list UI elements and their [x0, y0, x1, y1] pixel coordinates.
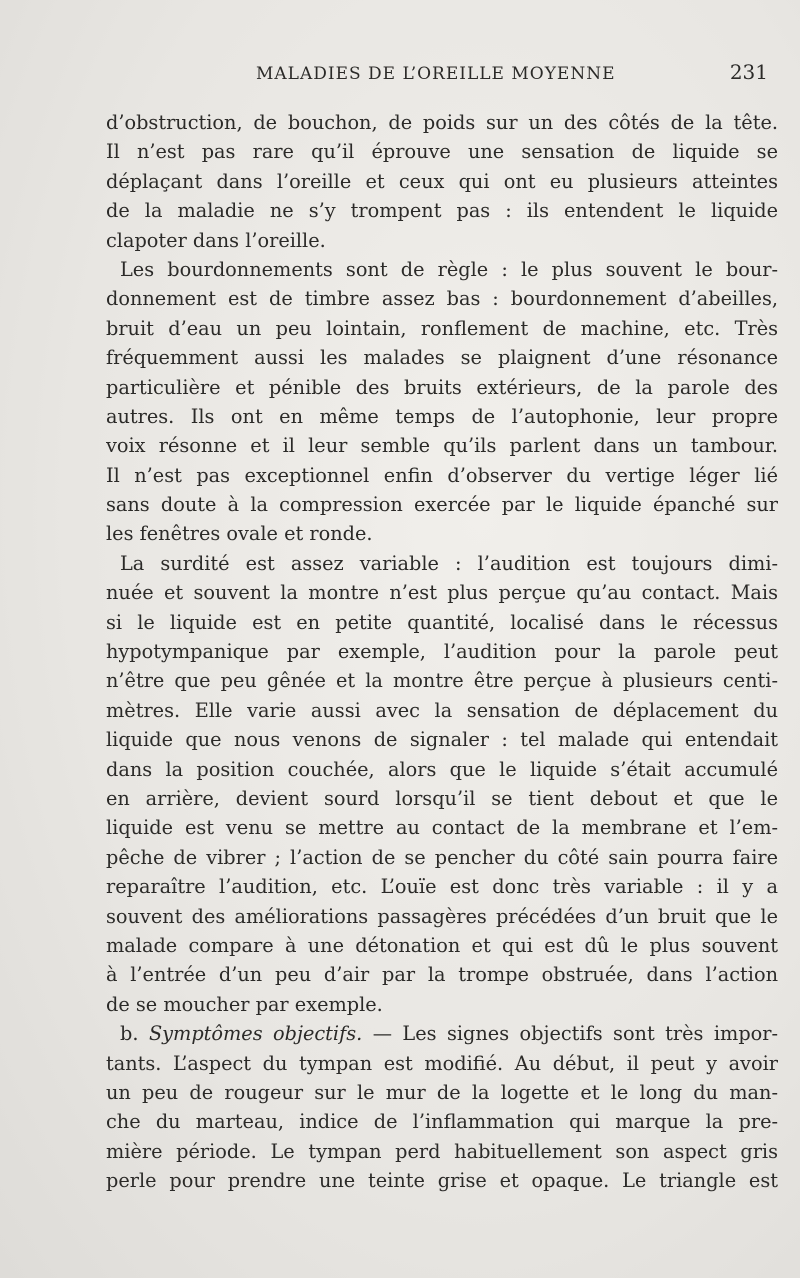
text-line: particulière et pénible des bruits extérieurs, de la parole des: [106, 375, 778, 399]
text-line: mière période. Le tympan perd habituellement son aspect gris: [106, 1139, 778, 1163]
text-line: fréquemment aussi les malades se plaignent d’une résonance: [106, 346, 778, 370]
text-line: liquide est venu se mettre au contact de la membrane et l’em-: [106, 816, 778, 840]
section-text: — Les signes objectifs sont très impor-: [362, 1022, 778, 1046]
text-line: voix résonne et il leur semble qu’ils parlent dans un tambour.: [106, 434, 778, 458]
text-line: à l’entrée d’un peu d’air par la trompe obstruée, dans l’action: [106, 963, 778, 987]
text-line: souvent des améliorations passagères précédées d’un bruit que le: [106, 904, 778, 928]
section-heading: Symptômes objectifs.: [148, 1022, 363, 1046]
text-line: reparaître l’audition, etc. L’ouïe est donc très variable : il y a: [106, 875, 778, 899]
text-line: nuée et souvent la montre n’est plus perçue qu’au contact. Mais: [106, 581, 778, 605]
text-line: liquide que nous venons de signaler : tel malade qui entendait: [106, 728, 778, 752]
text-line: malade compare à une détonation et qui est dû le plus souvent: [106, 933, 778, 957]
text-line: autres. Ils ont en même temps de l’autophonie, leur propre: [106, 404, 778, 428]
running-header: [108, 58, 768, 92]
body-text: [106, 108, 778, 1195]
section-b-line: [106, 1019, 778, 1048]
text-line: La surdité est assez variable : l’audition est toujours dimi-: [120, 551, 778, 575]
text-line: Les bourdonnements sont de règle : le plus souvent le bour-: [120, 257, 778, 281]
text-line: un peu de rougeur sur le mur de la logette et le long du man-: [106, 1080, 778, 1104]
running-title: MALADIES DE L’OREILLE MOYENNE: [256, 64, 616, 84]
text-line: les fenêtres ovale et ronde.: [106, 522, 373, 546]
page-number: 231: [729, 60, 768, 84]
text-line: clapoter dans l’oreille.: [106, 228, 326, 252]
text-line: de la maladie ne s’y trompent pas : ils entendent le liquide: [106, 199, 778, 223]
text-line: mètres. Elle varie aussi avec la sensation de déplacement du: [106, 698, 778, 722]
text-line: tants. L’aspect du tympan est modifié. Au début, il peut y avoir: [106, 1051, 778, 1075]
text-line: hypotympanique par exemple, l’audition pour la parole peut: [106, 640, 778, 664]
text-line: n’être que peu gênée et la montre être perçue à plusieurs centi-: [106, 669, 778, 693]
text-line: che du marteau, indice de l’inflammation qui marque la pre-: [106, 1110, 778, 1134]
text-line: d’obstruction, de bouchon, de poids sur un des côtés de la tête.: [106, 111, 778, 134]
text-line: de se moucher par exemple.: [106, 992, 383, 1016]
text-line: perle pour prendre une teinte grise et opaque. Le triangle est: [106, 1169, 778, 1193]
text-line: si le liquide est en petite quantité, localisé dans le récessus: [106, 610, 778, 634]
text-line: sans doute à la compression exercée par le liquide épanché sur: [106, 493, 778, 517]
section-marker: b.: [120, 1022, 139, 1046]
text-line: Il n’est pas exceptionnel enfin d’observer du vertige léger lié: [106, 463, 778, 487]
text-line: donnement est de timbre assez bas : bourdonnement d’abeilles,: [106, 287, 778, 311]
text-line: en arrière, devient sourd lorsqu’il se tient debout et que le: [106, 786, 778, 810]
text-line: dans la position couchée, alors que le liquide s’était accumulé: [106, 757, 778, 781]
text-line: déplaçant dans l’oreille et ceux qui ont eu plusieurs atteintes: [106, 169, 778, 193]
text-line: Il n’est pas rare qu’il éprouve une sensation de liquide se: [106, 140, 778, 164]
text-line: pêche de vibrer ; l’action de se pencher du côté sain pourra faire: [106, 845, 778, 869]
text-line: bruit d’eau un peu lointain, ronflement de machine, etc. Très: [106, 316, 778, 340]
